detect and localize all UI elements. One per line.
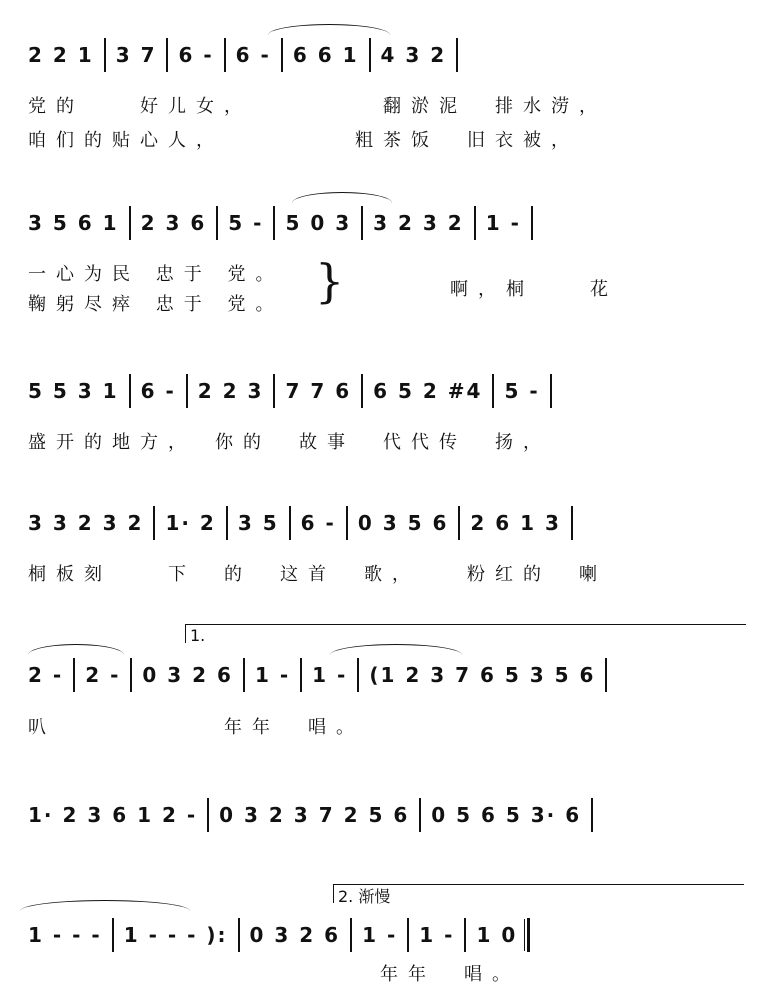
barline — [238, 918, 240, 952]
measure: 5 - — [504, 379, 540, 403]
measure: 2 - — [85, 663, 121, 687]
measure: (1 2 3 7 6 5 3 5 6 — [369, 663, 596, 687]
lyric-row-5: 叭 年年 唱。 — [28, 717, 364, 738]
barline — [492, 374, 494, 408]
barline — [550, 374, 552, 408]
barline — [361, 374, 363, 408]
barline — [419, 798, 421, 832]
measure: 6 - — [300, 511, 336, 535]
barline — [474, 206, 476, 240]
refrain-text: 啊，桐 花 — [450, 279, 618, 300]
measure: 1 - — [312, 663, 348, 687]
measure: 3 5 6 1 — [28, 211, 119, 235]
slur — [268, 24, 390, 35]
barline — [216, 206, 218, 240]
volta-label-1: 1. — [190, 626, 206, 645]
barline — [571, 506, 573, 540]
barline — [300, 658, 302, 692]
measure: 0 3 2 6 — [142, 663, 233, 687]
measure: 1 - — [419, 923, 455, 947]
measure: 1 - — [362, 923, 398, 947]
slur — [292, 192, 392, 203]
barline — [346, 506, 348, 540]
barline — [73, 658, 75, 692]
measure: 3 7 — [115, 43, 157, 67]
measure: 1 - — [485, 211, 521, 235]
measure: 1 - - - ): — [123, 923, 228, 947]
barline — [350, 918, 352, 952]
measure: 1· 2 — [165, 511, 216, 535]
barline — [104, 38, 106, 72]
measure: 3 2 3 2 — [373, 211, 464, 235]
measure: 1 - - - — [28, 923, 102, 947]
measure: 1 0 — [476, 923, 518, 947]
barline — [273, 374, 275, 408]
barline — [129, 206, 131, 240]
slur — [28, 644, 124, 655]
barline — [226, 506, 228, 540]
measure: 6 5 2 #4 — [373, 379, 483, 403]
measure: 0 3 5 6 — [357, 511, 449, 535]
measure: 6 - — [178, 43, 214, 67]
measure: 4 3 2 — [380, 43, 447, 67]
barline — [456, 38, 458, 72]
barline — [458, 506, 460, 540]
lyric-row-3: 盛开的地方， 你的 故事 代代传 扬， — [28, 432, 551, 453]
volta-bracket-1 — [185, 624, 746, 643]
measure: 2 - — [28, 663, 64, 687]
lyric-row-1a: 党的 好儿女， 翻淤泥 排水涝， — [28, 96, 607, 117]
volta-label-2: 2. 渐慢 — [338, 887, 391, 906]
barline — [186, 374, 188, 408]
measure: 2 2 3 — [197, 379, 264, 403]
barline — [289, 506, 291, 540]
notes-row-5 — [28, 660, 751, 690]
barline — [153, 506, 155, 540]
measure: 0 5 6 5 3· 6 — [431, 803, 582, 827]
measure: 0 3 2 3 7 2 5 6 — [219, 803, 410, 827]
barline — [357, 658, 359, 692]
notes-row-6 — [28, 800, 751, 830]
measure: 6 6 1 — [292, 43, 359, 67]
barline — [605, 658, 607, 692]
barline — [129, 374, 131, 408]
measure: 2 6 1 3 — [470, 511, 561, 535]
barline — [361, 206, 363, 240]
measure: 5 - — [228, 211, 264, 235]
barline — [531, 206, 533, 240]
measure: 6 - — [140, 379, 176, 403]
measure: 7 7 6 — [285, 379, 352, 403]
barline — [224, 38, 226, 72]
measure: 5 5 3 1 — [28, 379, 119, 403]
measure: 1 - — [254, 663, 291, 687]
lyric-row-2a: 一心为民 忠于 党。 — [28, 264, 284, 285]
notes-row-1 — [28, 40, 751, 70]
barline — [130, 658, 132, 692]
notes-row-7 — [28, 920, 751, 950]
notes-row-3 — [28, 376, 751, 406]
notes-row-2 — [28, 208, 751, 238]
measure: 0 3 2 6 — [249, 923, 341, 947]
final-barline — [527, 918, 530, 952]
measure: 2 3 6 — [140, 211, 207, 235]
barline — [369, 38, 371, 72]
measure: 3 5 — [237, 511, 279, 535]
barline — [407, 918, 409, 952]
barline — [591, 798, 593, 832]
barline — [464, 918, 466, 952]
barline — [112, 918, 114, 952]
slur — [330, 644, 462, 655]
volta-bracket-2 — [333, 884, 744, 903]
slur — [20, 900, 190, 911]
measure: 5 0 3 — [285, 211, 352, 235]
barline — [243, 658, 245, 692]
lyric-brace: } — [315, 254, 345, 308]
barline — [207, 798, 209, 832]
barline — [166, 38, 168, 72]
lyric-row-4: 桐板刻 下 的 这首 歌， 粉红的 喇 — [28, 564, 607, 585]
barline — [281, 38, 283, 72]
measure: 1· 2 3 6 1 2 - — [28, 803, 198, 827]
measure: 2 2 1 — [28, 43, 94, 67]
lyric-row-7: 年年 唱。 — [380, 964, 520, 985]
lyric-row-1b: 咱们的贴心人， 粗茶饭 旧衣被， — [28, 130, 579, 151]
lyric-row-2b: 鞠躬尽瘁 忠于 党。 — [28, 294, 284, 315]
measure: 6 - — [235, 43, 271, 67]
notes-row-4 — [28, 508, 751, 538]
barline — [273, 206, 275, 240]
measure: 3 3 2 3 2 — [28, 511, 144, 535]
